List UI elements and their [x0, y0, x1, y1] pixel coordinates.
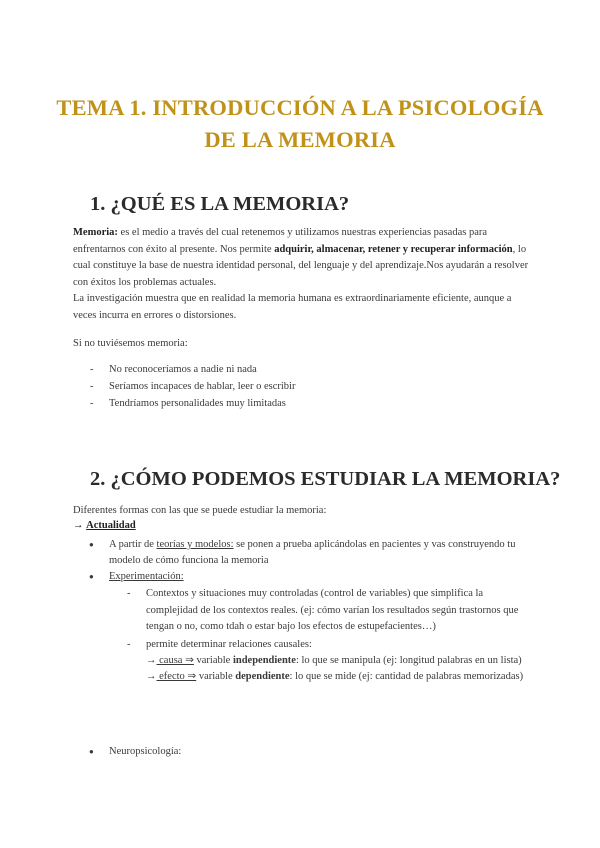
list-item: - Tendríamos personalidades muy limitadas	[109, 395, 295, 412]
efecto-label: efecto ⇒	[156, 671, 197, 682]
section-2-intro: Diferentes formas con las que se puede estudiar la memoria:	[73, 505, 327, 516]
actualidad-label: Actualidad	[86, 520, 136, 531]
experimentation-sublist	[146, 586, 526, 686]
list-item	[109, 569, 519, 585]
memory-definition	[73, 225, 533, 324]
causa-label: causa ⇒	[156, 654, 194, 666]
list-item: - Seríamos incapaces de hablar, leer o escribir	[109, 378, 295, 395]
definition-term: Memoria:	[73, 227, 118, 238]
definition-bold: adquirir, almacenar, retener y recuperar información	[274, 243, 513, 255]
theories-models-link: teorías y modelos:	[156, 539, 234, 550]
list-item	[146, 636, 526, 686]
methods-list	[109, 537, 519, 585]
list-item: ● Neuropsicología:	[109, 744, 181, 760]
consequences-list	[109, 361, 295, 412]
list-item: - No reconoceríamos a nadie ni nada	[109, 361, 295, 378]
arrow-icon: →	[146, 654, 157, 666]
efecto-line	[146, 669, 526, 686]
causal-relations-text: - permite determinar relaciones causales:	[146, 638, 312, 650]
arrow-icon: →	[73, 520, 84, 531]
experimentacion-label: Experimentación:	[109, 571, 184, 582]
title-line-2: DE LA MEMORIA	[204, 127, 396, 152]
list-item: - Contextos y situaciones muy controladas (control de variables) que simplifica la complejidad de los contextos reales. (ej: cómo varían los resultados según trastornos que tengan o no, como tdah o estar bajo los efectos de estupefacientes…)	[146, 586, 526, 636]
efecto-text: variable	[196, 671, 236, 682]
bullet-text: A partir de	[109, 539, 157, 550]
arrow-icon: →	[146, 671, 157, 682]
independiente-term: independiente	[232, 654, 296, 666]
efecto-example: : lo que se mide (ej: cantidad de palabras memorizadas)	[289, 671, 524, 682]
if-no-memory-line: Si no tuviésemos memoria:	[73, 338, 188, 349]
section-2-heading: 2. ¿CÓMO PODEMOS ESTUDIAR LA MEMORIA?	[90, 468, 561, 490]
causa-example: : lo que se manipula (ej: longitud palabras en un lista)	[295, 654, 522, 666]
bullet-text-post: se ponen a prueba aplicándolas en pacientes y vas construyendo tu modelo de cómo funciona la memoria	[109, 539, 516, 566]
section-1-heading: 1. ¿QUÉ ES LA MEMORIA?	[90, 193, 350, 215]
causa-line	[146, 653, 526, 670]
actualidad-line	[73, 520, 136, 531]
causa-text: variable	[193, 654, 233, 666]
definition-text-2: , lo cual constituye la base de nuestra identidad personal, del lenguaje y del aprendizaje.Nos ayudarán a resolver con éxitos los problemas actuales.	[73, 243, 529, 288]
neuro-list	[109, 744, 181, 760]
title-line-1: TEMA 1. INTRODUCCIÓN A LA PSICOLOGÍA	[56, 95, 544, 120]
research-paragraph: La investigación muestra que en realidad la memoria humana es extraordinariamente eficiente, aunque a veces incurra en errores o distorsiones.	[73, 293, 512, 321]
definition-text-1: es el medio a través del cual retenemos y utilizamos nuestras experiencias pasadas para enfrentarnos con éxito al presente. Nos permite	[73, 227, 488, 255]
list-item	[109, 537, 519, 569]
document-title	[40, 92, 560, 156]
dependiente-term: dependiente	[235, 671, 290, 682]
